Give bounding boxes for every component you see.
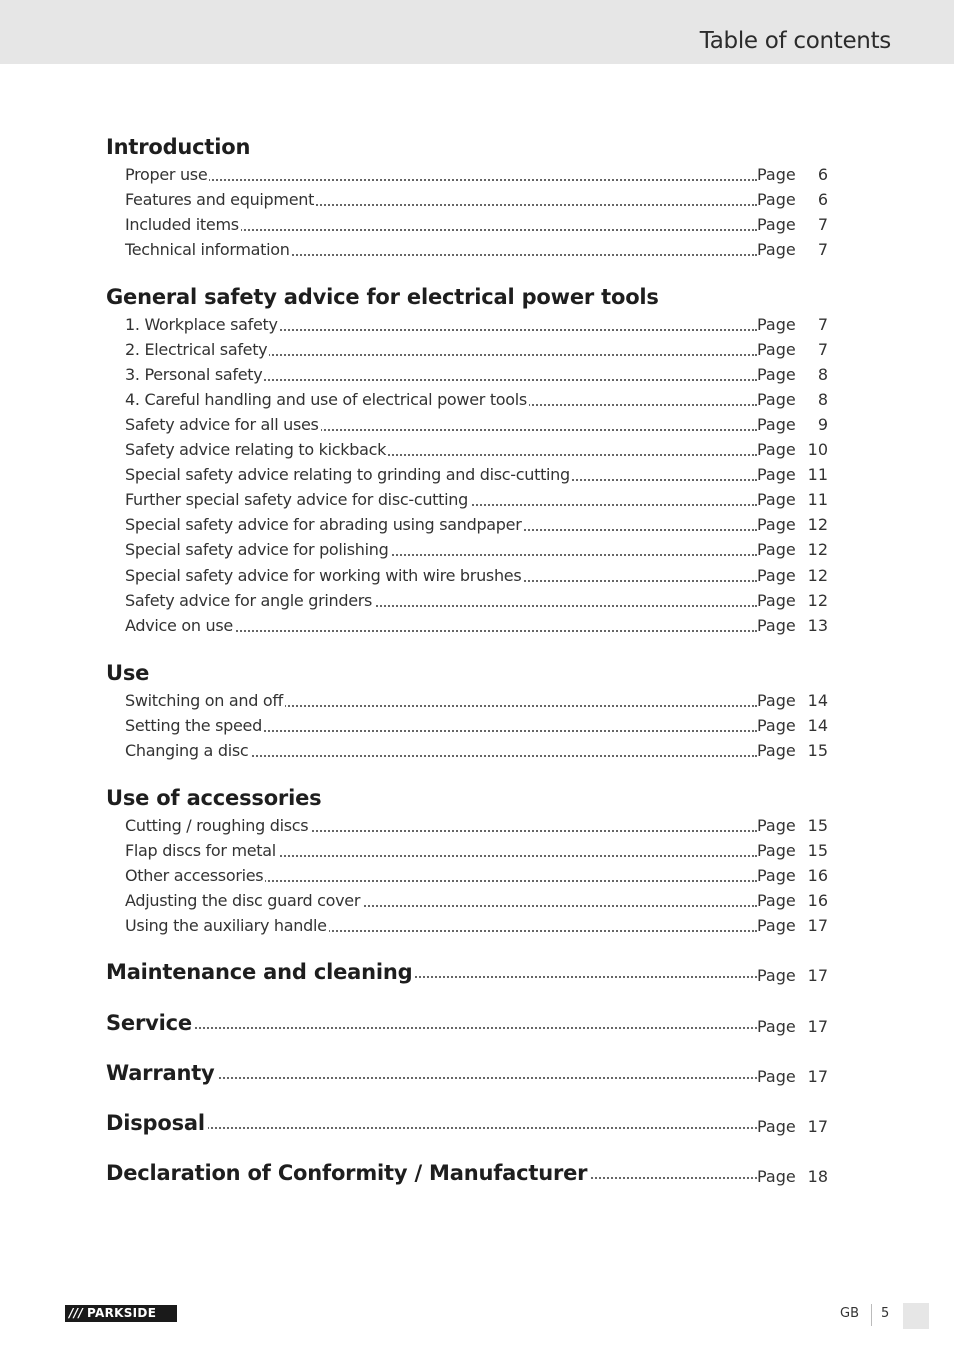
toc-page-word: Page (757, 190, 796, 210)
toc-heading-label: Maintenance and cleaning (106, 958, 415, 986)
toc-entry[interactable] (125, 864, 828, 888)
toc-page-word: Page (757, 490, 796, 510)
toc-entry-label: Technical information (125, 238, 292, 262)
parkside-logo (65, 1305, 177, 1322)
toc-heading-entry[interactable] (106, 1059, 828, 1087)
toc-page-number: 11 (807, 465, 828, 485)
toc-entry-label: Safety advice relating to kickback (125, 438, 388, 462)
toc-entry-label: Special safety advice for polishing (125, 538, 390, 562)
toc-entry-label: Special safety advice relating to grinding and disc-cutting (125, 463, 572, 487)
toc-page-number: 11 (807, 490, 828, 510)
toc-page-number: 7 (817, 340, 828, 360)
toc-heading-entry[interactable] (106, 1159, 828, 1187)
toc-entry-label: Advice on use (125, 614, 235, 638)
toc-page-number: 12 (807, 565, 828, 585)
toc-entry-label: Cutting / roughing discs (125, 814, 310, 838)
toc-page-number: 8 (817, 390, 828, 410)
toc-entry[interactable] (125, 188, 828, 212)
logo-stripes: /// (69, 1306, 84, 1320)
toc-entry-label: 1. Workplace safety (125, 313, 280, 337)
toc-page-word: Page (757, 240, 796, 260)
toc-entry[interactable] (125, 564, 828, 588)
toc-page-number: 14 (807, 691, 828, 710)
toc-page-word: Page (757, 565, 796, 585)
toc-page-word: Page (757, 390, 796, 410)
toc-entry[interactable] (125, 338, 828, 362)
toc-page-number: 15 (807, 816, 828, 835)
toc-page-number: 10 (807, 440, 828, 460)
toc-page-number: 6 (817, 165, 828, 184)
toc-page-word: Page (757, 165, 796, 184)
toc-page-number: 7 (817, 215, 828, 235)
toc-entry-label: Adjusting the disc guard cover (125, 889, 362, 913)
toc-entry[interactable] (125, 238, 828, 262)
toc-page-word: Page (757, 615, 796, 635)
toc-page-word: Page (757, 515, 796, 535)
toc-entry[interactable] (125, 388, 828, 412)
toc-page-word: Page (757, 741, 796, 761)
toc-entry-label: 4. Careful handling and use of electrical power tools (125, 388, 529, 412)
toc-page-word: Page (757, 691, 796, 710)
toc-page-number: 8 (817, 365, 828, 385)
toc-page-word: Page (757, 891, 796, 911)
footer-divider (871, 1304, 872, 1326)
toc-page-word: Page (757, 1117, 796, 1136)
toc-entry-label: Flap discs for metal (125, 839, 278, 863)
toc-entry[interactable] (125, 413, 828, 437)
toc-heading-label: Disposal (106, 1109, 208, 1137)
toc-entry[interactable] (125, 914, 828, 938)
toc-page-number: 17 (807, 1067, 828, 1086)
section-heading: General safety advice for electrical power tools (106, 285, 659, 309)
toc-page-number: 15 (807, 741, 828, 761)
toc-entry[interactable] (125, 614, 828, 638)
toc-page-number: 17 (807, 1017, 828, 1036)
toc-page-number: 16 (807, 891, 828, 911)
toc-entry[interactable] (125, 689, 828, 713)
section-heading: Use of accessories (106, 786, 322, 810)
toc-entry-label: Using the auxiliary handle (125, 914, 329, 938)
toc-page-number: 12 (807, 590, 828, 610)
toc-entry[interactable] (125, 488, 828, 512)
toc-page-word: Page (757, 916, 796, 936)
toc-entry[interactable] (125, 839, 828, 863)
toc-page-number: 18 (807, 1167, 828, 1186)
toc-page-number: 13 (807, 615, 828, 635)
toc-page-number: 14 (807, 716, 828, 736)
toc-page-word: Page (757, 440, 796, 460)
toc-page-number: 9 (817, 415, 828, 435)
toc-heading-entry[interactable] (106, 958, 828, 986)
toc-entry-label: Changing a disc (125, 739, 250, 763)
toc-heading-label: Warranty (106, 1059, 218, 1087)
toc-page-number: 12 (807, 515, 828, 535)
toc-page-word: Page (757, 816, 796, 835)
section-heading: Introduction (106, 135, 251, 159)
toc-page-word: Page (757, 465, 796, 485)
toc-entry-label: Other accessories (125, 864, 265, 888)
toc-page-word: Page (757, 540, 796, 560)
footer-tab-marker (903, 1303, 929, 1329)
toc-page-word: Page (757, 340, 796, 360)
toc-page-number: 17 (807, 916, 828, 936)
toc-entry-label: 2. Electrical safety (125, 338, 269, 362)
section-heading: Use (106, 661, 150, 685)
toc-page-word: Page (757, 966, 796, 985)
logo-text: PARKSIDE (87, 1306, 157, 1320)
toc-page-number: 17 (807, 1117, 828, 1136)
toc-entry-label: Further special safety advice for disc-cutting (125, 488, 470, 512)
toc-page-word: Page (757, 365, 796, 385)
toc-entry[interactable] (125, 438, 828, 462)
toc-page-number: 12 (807, 540, 828, 560)
toc-entry-label: Special safety advice for abrading using sandpaper (125, 513, 523, 537)
toc-entry[interactable] (125, 213, 828, 237)
toc-heading-label: Declaration of Conformity / Manufacturer (106, 1159, 590, 1187)
toc-page-word: Page (757, 215, 796, 235)
toc-entry[interactable] (125, 163, 828, 187)
toc-entry-label: Features and equipment (125, 188, 316, 212)
toc-entry[interactable] (125, 313, 828, 337)
toc-page-number: 16 (807, 866, 828, 886)
language-code: GB (840, 1306, 859, 1321)
toc-heading-label: Service (106, 1009, 195, 1037)
toc-page-word: Page (757, 590, 796, 610)
toc-entry-label: Switching on and off (125, 689, 285, 713)
toc-page-word: Page (757, 315, 796, 334)
toc-page-word: Page (757, 841, 796, 861)
toc-page-word: Page (757, 1017, 796, 1036)
toc-page-word: Page (757, 415, 796, 435)
toc-entry[interactable] (125, 814, 828, 838)
toc-page-number: 7 (817, 315, 828, 334)
toc-entry-label: Included items (125, 213, 241, 237)
page-number: 5 (881, 1306, 890, 1321)
toc-page-number: 6 (817, 190, 828, 210)
toc-entry-label: Safety advice for angle grinders (125, 589, 374, 613)
toc-entry[interactable] (125, 513, 828, 537)
toc-page-number: 17 (807, 966, 828, 985)
dot-leader (125, 179, 757, 181)
toc-page-number: 7 (817, 240, 828, 260)
toc-entry-label: Safety advice for all uses (125, 413, 321, 437)
toc-page-word: Page (757, 716, 796, 736)
toc-entry[interactable] (125, 363, 828, 387)
toc-page-word: Page (757, 866, 796, 886)
toc-entry[interactable] (125, 589, 828, 613)
toc-entry[interactable] (125, 463, 828, 487)
toc-entry-label: Proper use (125, 163, 209, 187)
toc-heading-entry[interactable] (106, 1109, 828, 1137)
toc-page-number: 15 (807, 841, 828, 861)
page-title: Table of contents (699, 28, 891, 54)
toc-page-word: Page (757, 1167, 796, 1186)
toc-entry[interactable] (125, 538, 828, 562)
toc-entry-label: Setting the speed (125, 714, 264, 738)
toc-page-word: Page (757, 1067, 796, 1086)
dot-leader (106, 1027, 757, 1029)
toc-entry[interactable] (125, 739, 828, 763)
toc-heading-entry[interactable] (106, 1009, 828, 1037)
toc-entry-label: 3. Personal safety (125, 363, 264, 387)
toc-entry[interactable] (125, 714, 828, 738)
toc-entry[interactable] (125, 889, 828, 913)
toc-entry-label: Special safety advice for working with wire brushes (125, 564, 523, 588)
